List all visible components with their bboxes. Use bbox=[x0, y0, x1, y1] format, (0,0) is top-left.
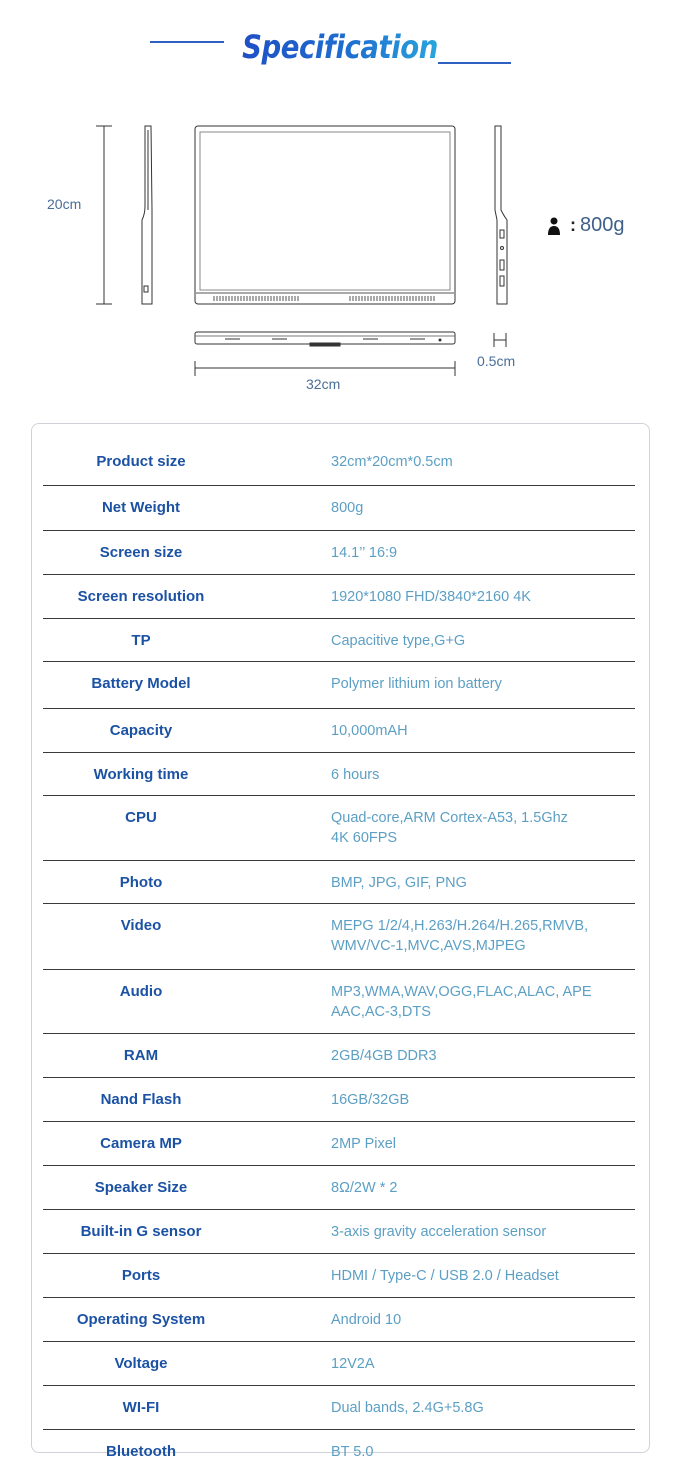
spec-label: Audio bbox=[119, 983, 163, 1000]
weight-icon bbox=[546, 216, 562, 236]
spec-row bbox=[43, 619, 635, 662]
spec-value-line2: AAC,AC-3,DTS bbox=[331, 1004, 431, 1020]
side-profile-left bbox=[142, 126, 152, 304]
spec-value: BT 5.0 bbox=[331, 1444, 374, 1460]
spec-value: Dual bands, 2.4G+5.8G bbox=[331, 1400, 484, 1416]
device-diagram bbox=[0, 110, 680, 410]
spec-value: 8Ω/2W * 2 bbox=[331, 1180, 398, 1196]
spec-label: Camera MP bbox=[100, 1135, 182, 1152]
spec-label: Bluetooth bbox=[106, 1443, 176, 1460]
spec-value: 12V2A bbox=[331, 1356, 375, 1372]
spec-value: 32cm*20cm*0.5cm bbox=[331, 454, 453, 470]
dimension-drawing bbox=[0, 110, 680, 410]
spec-value: 6 hours bbox=[331, 767, 380, 783]
weight-value: 800g bbox=[580, 214, 625, 236]
spec-row bbox=[43, 424, 635, 486]
spec-value: 16GB/32GB bbox=[331, 1092, 410, 1108]
weight-separator: : bbox=[570, 215, 576, 235]
thickness-dimension-line bbox=[494, 333, 506, 347]
spec-row bbox=[43, 1430, 635, 1473]
spec-value: Polymer lithium ion battery bbox=[331, 676, 502, 692]
spec-label: TP bbox=[131, 632, 151, 649]
spec-label: Screen size bbox=[99, 544, 183, 561]
spec-label: Built-in G sensor bbox=[80, 1223, 202, 1240]
spec-value: 2MP Pixel bbox=[331, 1136, 397, 1152]
spec-label: Product size bbox=[96, 453, 186, 470]
spec-value: MEPG 1/2/4,H.263/H.264/H.265,RMVB, bbox=[331, 918, 589, 934]
spec-label: Battery Model bbox=[91, 675, 191, 692]
spec-value: 14.1’’ 16:9 bbox=[331, 545, 398, 561]
spec-row bbox=[43, 486, 635, 531]
spec-label: RAM bbox=[123, 1047, 159, 1064]
spec-row bbox=[43, 575, 635, 619]
weight-indicator bbox=[546, 214, 625, 237]
spec-row bbox=[43, 753, 635, 796]
height-label: 20cm bbox=[47, 196, 82, 212]
spec-value: 800g bbox=[331, 500, 364, 516]
spec-label: Net Weight bbox=[101, 499, 181, 516]
spec-value: 2GB/4GB DDR3 bbox=[331, 1048, 437, 1064]
spec-row bbox=[43, 662, 635, 709]
spec-row bbox=[43, 1386, 635, 1430]
heading-line-left bbox=[150, 41, 224, 43]
front-view bbox=[195, 126, 455, 304]
spec-row bbox=[43, 1298, 635, 1342]
spec-label: WI-FI bbox=[122, 1399, 160, 1416]
spec-row bbox=[43, 1342, 635, 1386]
spec-value: Quad-core,ARM Cortex-A53, 1.5Ghz bbox=[331, 810, 568, 826]
spec-row bbox=[43, 904, 635, 970]
spec-value: BMP, JPG, GIF, PNG bbox=[331, 875, 467, 891]
spec-label: CPU bbox=[125, 809, 157, 826]
spec-value: 10,000mAH bbox=[331, 723, 408, 739]
spec-value-line2: WMV/VC-1,MVC,AVS,MJPEG bbox=[331, 938, 526, 954]
spec-table bbox=[43, 424, 635, 1473]
spec-row bbox=[43, 709, 635, 753]
spec-value: Capacitive type,G+G bbox=[331, 633, 466, 649]
spec-label: Capacity bbox=[109, 722, 173, 739]
spec-value: MP3,WMA,WAV,OGG,FLAC,ALAC, APE bbox=[331, 984, 592, 1000]
spec-value: Android 10 bbox=[331, 1312, 402, 1328]
bottom-view bbox=[195, 332, 455, 346]
spec-label: Operating System bbox=[76, 1311, 206, 1328]
spec-row bbox=[43, 531, 635, 575]
spec-row bbox=[43, 1034, 635, 1078]
width-dimension-line bbox=[195, 361, 455, 376]
spec-label: Ports bbox=[121, 1267, 161, 1284]
thickness-label: 0.5cm bbox=[477, 353, 516, 369]
spec-card bbox=[31, 423, 650, 1460]
spec-label: Photo bbox=[119, 874, 163, 891]
spec-row bbox=[43, 1078, 635, 1122]
spec-row bbox=[43, 1122, 635, 1166]
side-profile-right bbox=[495, 126, 507, 304]
spec-row bbox=[43, 861, 635, 904]
spec-label: Speaker Size bbox=[94, 1179, 188, 1196]
spec-row bbox=[43, 1210, 635, 1254]
spec-label: Working time bbox=[93, 766, 189, 783]
spec-label: Video bbox=[120, 917, 162, 934]
spec-value: HDMI / Type-C / USB 2.0 / Headset bbox=[331, 1268, 559, 1284]
width-label: 32cm bbox=[306, 376, 341, 392]
spec-label: Voltage bbox=[114, 1355, 168, 1372]
spec-row bbox=[43, 1254, 635, 1298]
spec-row bbox=[43, 1166, 635, 1210]
spec-value: 1920*1080 FHD/3840*2160 4K bbox=[331, 589, 531, 605]
spec-value: 3-axis gravity acceleration sensor bbox=[331, 1224, 547, 1240]
spec-row bbox=[43, 796, 635, 861]
spec-row bbox=[43, 970, 635, 1034]
page-title: Specification bbox=[220, 28, 461, 66]
spec-value-line2: 4K 60FPS bbox=[331, 830, 398, 846]
spec-label: Nand Flash bbox=[100, 1091, 182, 1108]
heading-line-right bbox=[438, 62, 511, 64]
spec-label: Screen resolution bbox=[77, 588, 205, 605]
height-dimension-line bbox=[96, 126, 112, 304]
heading bbox=[0, 28, 680, 78]
